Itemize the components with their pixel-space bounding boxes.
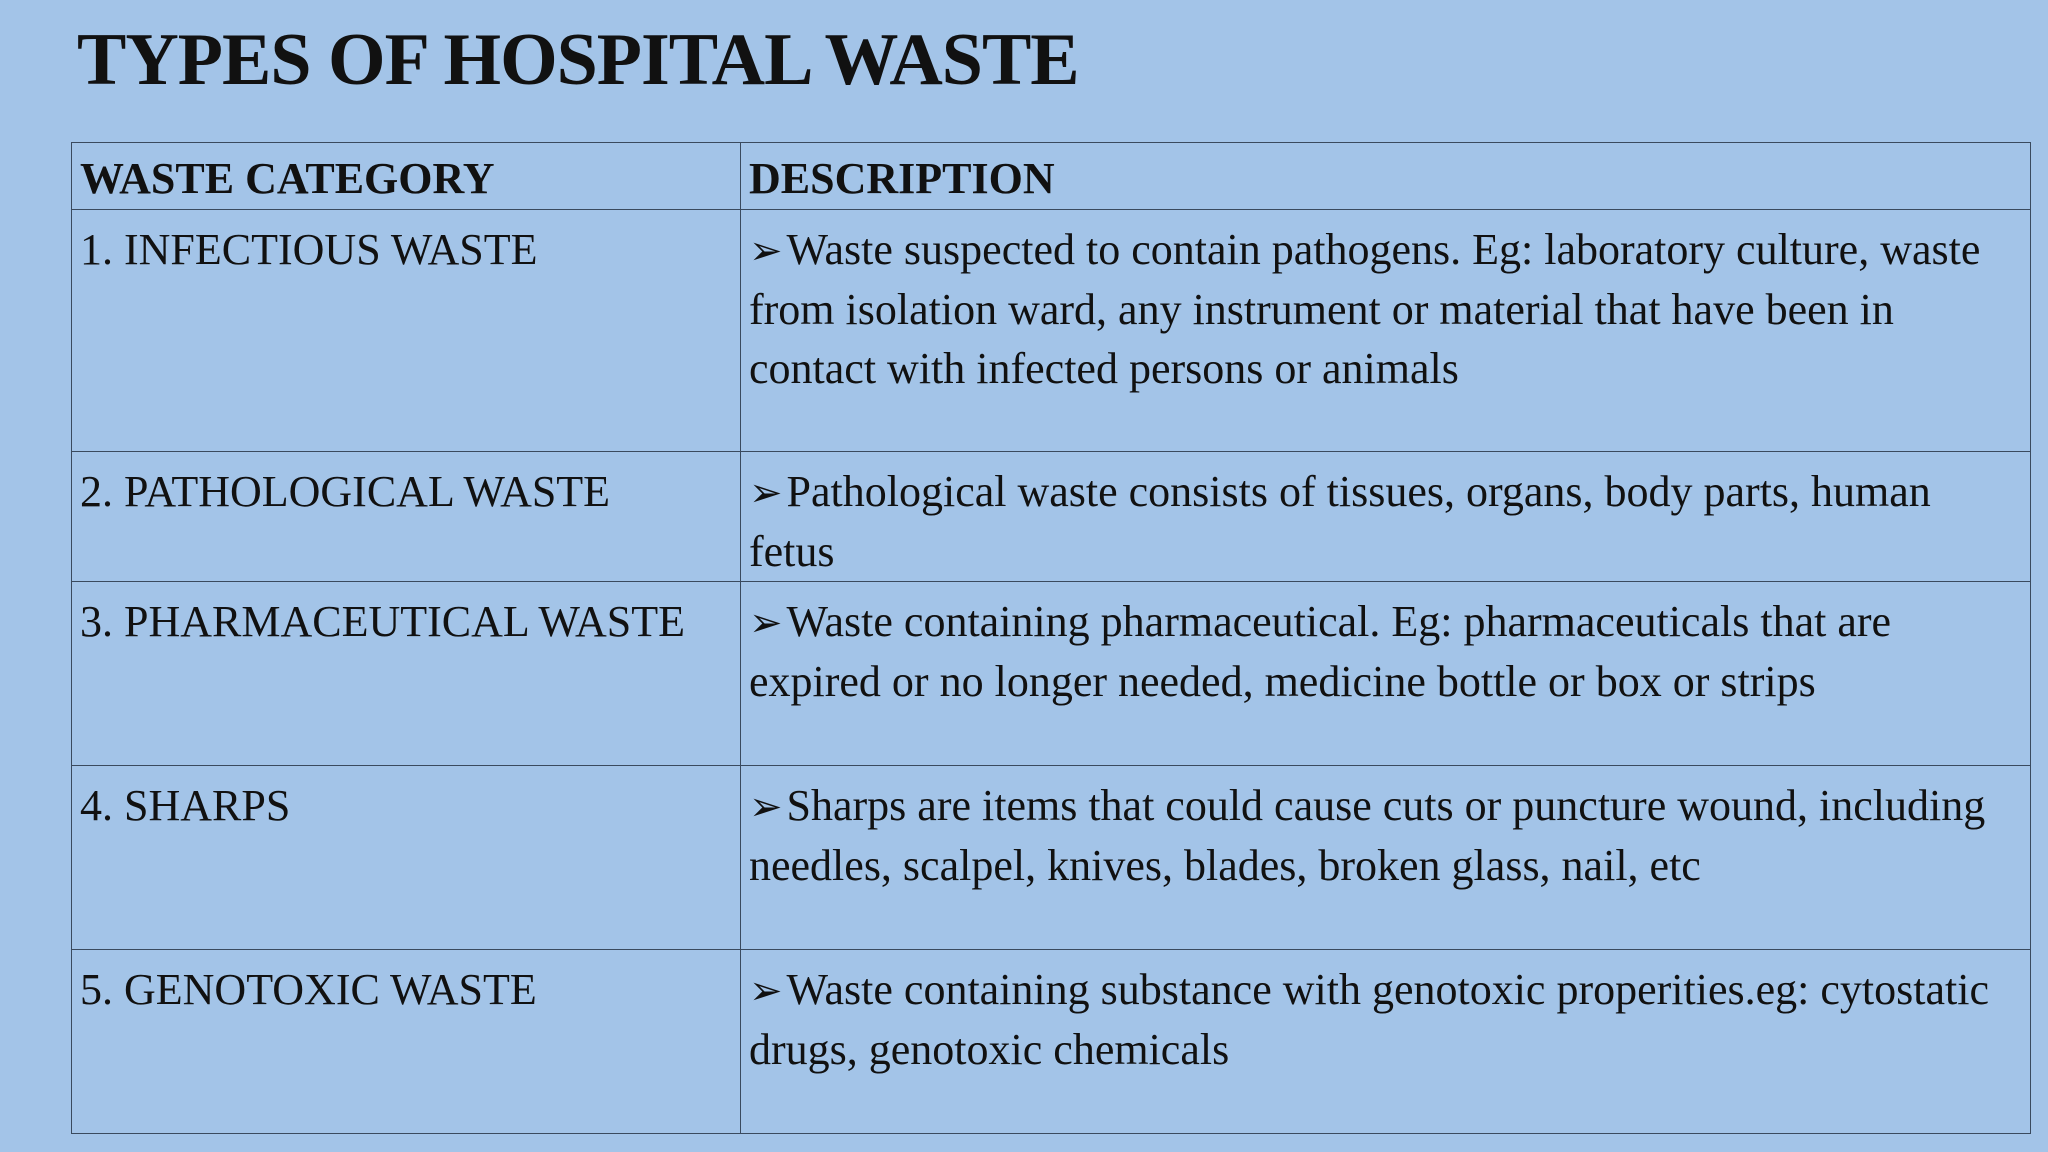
- description-cell: [741, 766, 2031, 950]
- table-row: [72, 452, 2031, 582]
- arrow-bullet-icon: ➢: [749, 968, 783, 1013]
- arrow-bullet-icon: ➢: [749, 784, 783, 829]
- category-cell: 3. PHARMACEUTICAL WASTE: [72, 582, 741, 766]
- arrow-bullet-icon: ➢: [749, 600, 783, 645]
- table-row: [72, 210, 2031, 452]
- description-cell: [741, 582, 2031, 766]
- category-cell: 2. PATHOLOGICAL WASTE: [72, 452, 741, 582]
- table-row: [72, 766, 2031, 950]
- waste-types-table: [71, 142, 2031, 1134]
- category-cell: 4. SHARPS: [72, 766, 741, 950]
- description-cell: [741, 452, 2031, 582]
- description-text: Waste suspected to contain pathogens. Eg: laboratory culture, waste from isolation ward, any instrument or material that have been in contact with infected persons or animals: [749, 225, 1981, 393]
- header-description: DESCRIPTION: [741, 143, 2031, 210]
- description-text: Waste containing substance with genotoxic properities.eg: cytostatic drugs, genotoxic chemicals: [749, 965, 1989, 1074]
- table-row: [72, 950, 2031, 1134]
- category-cell: 1. INFECTIOUS WASTE: [72, 210, 741, 452]
- description-text: Sharps are items that could cause cuts or puncture wound, including needles, scalpel, knives, blades, broken glass, nail, etc: [749, 781, 1986, 890]
- table-row: [72, 582, 2031, 766]
- description-text: Waste containing pharmaceutical. Eg: pharmaceuticals that are expired or no longer needed, medicine bottle or box or strips: [749, 597, 1892, 706]
- slide-title: TYPES OF HOSPITAL WASTE: [77, 19, 1079, 101]
- description-text: Pathological waste consists of tissues, organs, body parts, human fetus: [749, 467, 1931, 576]
- arrow-bullet-icon: ➢: [749, 470, 783, 515]
- description-cell: [741, 210, 2031, 452]
- table-header-row: [72, 143, 2031, 210]
- category-cell: 5. GENOTOXIC WASTE: [72, 950, 741, 1134]
- arrow-bullet-icon: ➢: [749, 228, 783, 273]
- header-waste-category: WASTE CATEGORY: [72, 143, 741, 210]
- description-cell: [741, 950, 2031, 1134]
